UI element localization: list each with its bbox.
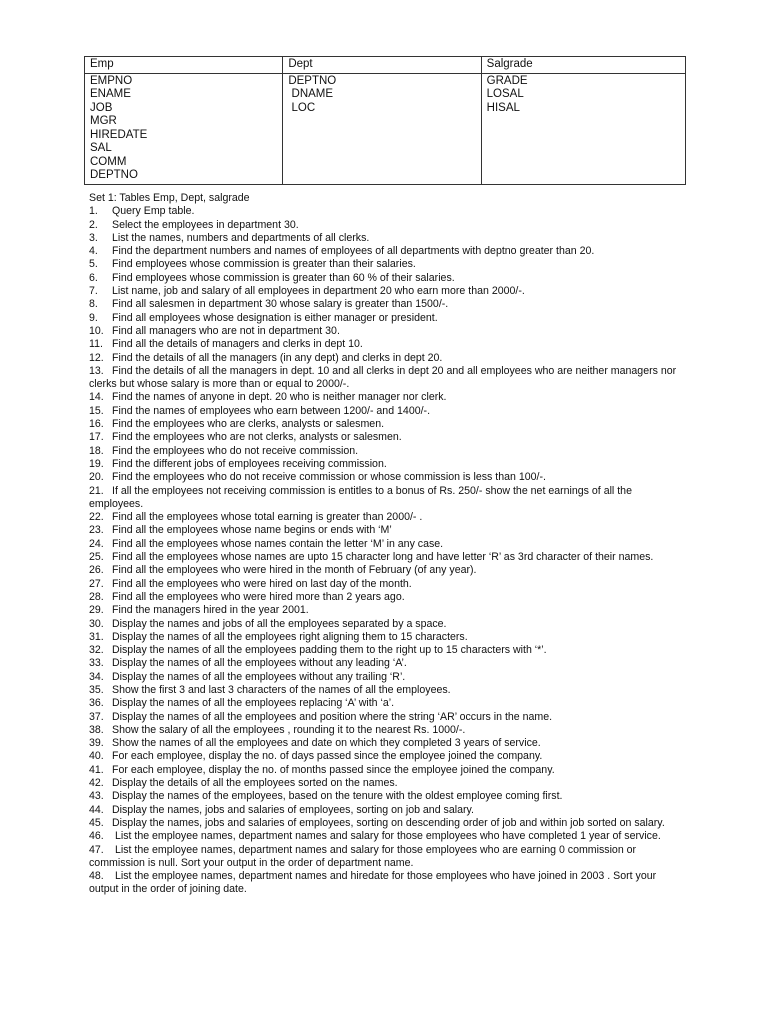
question-number: 41. bbox=[89, 763, 104, 776]
question-text: Display the names of all the employees without any leading ‘A’. bbox=[112, 657, 407, 670]
column-name: HISAL bbox=[486, 101, 520, 114]
question-text: Find the employees who are not clerks, analysts or salesmen. bbox=[112, 431, 402, 444]
question-text: Find all the employees whose names contain the letter ‘M’ in any case. bbox=[112, 537, 444, 550]
column-name: LOSAL bbox=[486, 88, 524, 100]
question-item bbox=[89, 511, 679, 524]
question-item bbox=[89, 458, 679, 471]
question-text: Display the names of all the employees right aligning them to 15 characters. bbox=[112, 630, 468, 643]
question-item bbox=[89, 471, 679, 484]
question-item bbox=[89, 338, 679, 351]
question-text: Find the employees who do not receive commission. bbox=[112, 444, 359, 457]
column-name: JOB bbox=[90, 101, 113, 114]
question-text: Find all the employees who were hired in the month of February (of any year). bbox=[112, 564, 477, 577]
question-item bbox=[89, 870, 679, 897]
question-item bbox=[89, 618, 679, 631]
question-number: 29. bbox=[89, 604, 104, 617]
schema-header-emp: Emp bbox=[85, 57, 283, 74]
question-text: If all the employees not receiving commission is entitles to a bonus of Rs. 250/- show the net earnings of all the employees. bbox=[89, 484, 632, 510]
column-name: MGR bbox=[90, 115, 117, 127]
question-text: Find all the employees whose total earning is greater than 2000/- . bbox=[112, 511, 423, 524]
question-item bbox=[89, 285, 679, 298]
question-item bbox=[89, 391, 679, 404]
question-text: List the employee names, department names and salary for those employees who are earning 0 commission or commission is null. Sort your output in the order of department name. bbox=[89, 843, 637, 869]
emp-columns-cell bbox=[85, 73, 283, 184]
question-number: 33. bbox=[89, 657, 104, 670]
schema-columns-row bbox=[85, 73, 686, 184]
column-name: COMM bbox=[90, 155, 127, 168]
question-text: Find all the employees whose name begins or ends with ‘M’ bbox=[112, 524, 392, 537]
question-number: 38. bbox=[89, 723, 104, 736]
question-number: 37. bbox=[89, 710, 104, 723]
question-item bbox=[89, 564, 679, 577]
column-name: GRADE bbox=[486, 74, 528, 87]
question-text: Find all salesmen in department 30 whose salary is greater than 1500/-. bbox=[112, 298, 449, 311]
question-text: Display the names and jobs of all the employees separated by a space. bbox=[112, 617, 447, 630]
question-item bbox=[89, 245, 679, 258]
column-name: DNAME bbox=[288, 88, 334, 100]
question-text: For each employee, display the no. of months passed since the employee joined the company. bbox=[112, 763, 555, 776]
question-text: Display the names of all the employees padding them to the right up to 15 characters with ‘*’. bbox=[112, 644, 547, 657]
question-text: Find all the employees whose names are upto 15 character long and have letter ‘R’ as 3rd character of their names. bbox=[112, 551, 654, 564]
question-item bbox=[89, 352, 679, 365]
question-item bbox=[89, 272, 679, 285]
question-item bbox=[89, 485, 679, 512]
dept-columns-cell bbox=[283, 73, 481, 184]
question-item bbox=[89, 671, 679, 684]
question-text: Display the names, jobs and salaries of employees, sorting on job and salary. bbox=[112, 803, 474, 816]
question-item bbox=[89, 657, 679, 670]
question-number: 10. bbox=[89, 324, 104, 337]
question-text: Display the names of the employees, based on the tenure with the oldest employee coming first. bbox=[112, 790, 563, 803]
question-number: 5. bbox=[89, 258, 98, 271]
question-item bbox=[89, 817, 679, 830]
question-number: 23. bbox=[89, 524, 104, 537]
question-number: 20. bbox=[89, 471, 104, 484]
question-number: 46. bbox=[89, 830, 104, 843]
question-number: 15. bbox=[89, 404, 104, 417]
question-item bbox=[89, 431, 679, 444]
question-text: Find the details of all the managers (in any dept) and clerks in dept 20. bbox=[112, 351, 443, 364]
question-number: 34. bbox=[89, 670, 104, 683]
question-number: 14. bbox=[89, 391, 104, 404]
question-number: 21. bbox=[89, 484, 104, 497]
question-number: 32. bbox=[89, 644, 104, 657]
question-number: 44. bbox=[89, 803, 104, 816]
question-number: 40. bbox=[89, 750, 104, 763]
question-item bbox=[89, 724, 679, 737]
question-number: 39. bbox=[89, 737, 104, 750]
question-number: 30. bbox=[89, 617, 104, 630]
question-number: 19. bbox=[89, 457, 104, 470]
column-name: DEPTNO bbox=[90, 169, 138, 181]
column-name: LOC bbox=[288, 101, 316, 114]
question-text: Query Emp table. bbox=[112, 205, 195, 218]
question-text: Find the employees who are clerks, analysts or salesmen. bbox=[112, 418, 385, 431]
question-text: Find the department numbers and names of employees of all departments with deptno greater than 20. bbox=[112, 245, 595, 258]
question-item bbox=[89, 604, 679, 617]
question-item bbox=[89, 631, 679, 644]
question-item bbox=[89, 405, 679, 418]
question-item bbox=[89, 298, 679, 311]
question-text: Find employees whose commission is greater than their salaries. bbox=[112, 258, 416, 271]
question-number: 13. bbox=[89, 364, 104, 377]
question-item bbox=[89, 737, 679, 750]
question-number: 48. bbox=[89, 870, 104, 883]
question-item bbox=[89, 219, 679, 232]
question-number: 17. bbox=[89, 431, 104, 444]
question-number: 8. bbox=[89, 298, 98, 311]
question-item bbox=[89, 830, 679, 843]
question-text: Display the names of all the employees without any trailing ‘R’. bbox=[112, 670, 406, 683]
question-text: Find the managers hired in the year 2001. bbox=[112, 604, 309, 617]
question-text: Find all the details of managers and clerks in dept 10. bbox=[112, 338, 363, 351]
question-item bbox=[89, 764, 679, 777]
question-text: Find all the employees who were hired on last day of the month. bbox=[112, 577, 412, 590]
question-number: 47. bbox=[89, 843, 104, 856]
question-text: Find all managers who are not in department 30. bbox=[112, 324, 340, 337]
question-number: 31. bbox=[89, 630, 104, 643]
question-item bbox=[89, 644, 679, 657]
question-number: 11. bbox=[89, 338, 103, 351]
column-name: EMPNO bbox=[90, 74, 133, 87]
question-text: Display the names of all the employees and position where the string ‘AR’ occurs in the name. bbox=[112, 710, 553, 723]
question-item bbox=[89, 844, 679, 871]
question-text: Find all the employees who were hired more than 2 years ago. bbox=[112, 590, 405, 603]
question-item bbox=[89, 750, 679, 763]
question-text: Display the names, jobs and salaries of employees, sorting on descending order of job and within job sorted on salary. bbox=[112, 816, 665, 829]
question-item bbox=[89, 804, 679, 817]
question-text: List the employee names, department names and salary for those employees who have completed 1 year of service. bbox=[112, 830, 661, 843]
question-item bbox=[89, 418, 679, 431]
question-text: Show the salary of all the employees , rounding it to the nearest Rs. 1000/-. bbox=[112, 723, 466, 736]
question-item bbox=[89, 538, 679, 551]
question-number: 45. bbox=[89, 816, 104, 829]
question-number: 25. bbox=[89, 551, 104, 564]
question-number: 26. bbox=[89, 564, 104, 577]
question-text: Select the employees in department 30. bbox=[112, 218, 299, 231]
question-text: List name, job and salary of all employees in department 20 who earn more than 2000/-. bbox=[112, 285, 525, 298]
question-text: Show the names of all the employees and date on which they completed 3 years of service. bbox=[112, 737, 541, 750]
question-number: 42. bbox=[89, 777, 104, 790]
question-number: 2. bbox=[89, 218, 98, 231]
schema-header-row bbox=[85, 57, 686, 74]
column-name: ENAME bbox=[90, 88, 131, 100]
question-item bbox=[89, 697, 679, 710]
question-number: 1. bbox=[89, 205, 98, 218]
question-item bbox=[89, 312, 679, 325]
schema-table bbox=[84, 56, 686, 185]
question-text: List the employee names, department names and hiredate for those employees who have joined in 2003 . Sort your output in the order of joining date. bbox=[89, 870, 657, 896]
question-text: Find the employees who do not receive commission or whose commission is less than 100/-. bbox=[112, 471, 546, 484]
question-text: List the names, numbers and departments of all clerks. bbox=[112, 231, 370, 244]
question-text: Find the details of all the managers in dept. 10 and all clerks in dept 20 and all employees who are neither managers nor clerks but whose salary is more than or equal to 2000/-. bbox=[89, 364, 677, 391]
question-number: 12. bbox=[89, 351, 104, 364]
question-item bbox=[89, 445, 679, 458]
question-text: Display the names of all the employees replacing ‘A’ with ‘a’. bbox=[112, 697, 395, 710]
schema-header-dept: Dept bbox=[283, 57, 481, 74]
question-text: Find the names of anyone in dept. 20 who is neither manager nor clerk. bbox=[112, 391, 447, 404]
question-item bbox=[89, 777, 679, 790]
question-items bbox=[89, 205, 679, 896]
question-number: 4. bbox=[89, 245, 98, 258]
question-item bbox=[89, 578, 679, 591]
question-item bbox=[89, 551, 679, 564]
question-item bbox=[89, 711, 679, 724]
question-item bbox=[89, 591, 679, 604]
question-item bbox=[89, 365, 679, 392]
question-number: 22. bbox=[89, 511, 104, 524]
question-text: Find all employees whose designation is either manager or president. bbox=[112, 311, 438, 324]
question-number: 27. bbox=[89, 577, 104, 590]
question-text: Show the first 3 and last 3 characters of the names of all the employees. bbox=[112, 683, 451, 696]
question-number: 6. bbox=[89, 271, 98, 284]
column-name: DEPTNO bbox=[288, 74, 337, 87]
column-name: SAL bbox=[90, 142, 112, 154]
question-number: 36. bbox=[89, 697, 104, 710]
column-name: HIREDATE bbox=[90, 128, 148, 141]
question-item bbox=[89, 790, 679, 803]
question-text: Find the names of employees who earn between 1200/- and 1400/-. bbox=[112, 404, 431, 417]
question-item bbox=[89, 684, 679, 697]
question-list bbox=[89, 192, 679, 897]
question-number: 43. bbox=[89, 790, 104, 803]
question-number: 18. bbox=[89, 444, 104, 457]
question-item bbox=[89, 258, 679, 271]
set-title: Set 1: Tables Emp, Dept, salgrade bbox=[89, 192, 250, 204]
question-number: 9. bbox=[89, 311, 98, 324]
question-number: 16. bbox=[89, 418, 104, 431]
question-item bbox=[89, 325, 679, 338]
question-item bbox=[89, 205, 679, 218]
question-text: For each employee, display the no. of days passed since the employee joined the company. bbox=[112, 750, 543, 763]
question-text: Find employees whose commission is greater than 60 % of their salaries. bbox=[112, 271, 455, 284]
question-number: 3. bbox=[89, 231, 98, 244]
question-number: 7. bbox=[89, 285, 98, 298]
question-number: 24. bbox=[89, 537, 104, 550]
question-number: 35. bbox=[89, 683, 104, 696]
question-text: Find the different jobs of employees receiving commission. bbox=[112, 457, 387, 470]
question-item bbox=[89, 232, 679, 245]
question-number: 28. bbox=[89, 590, 104, 603]
schema-header-salgrade: Salgrade bbox=[481, 57, 685, 74]
question-text: Display the details of all the employees sorted on the names. bbox=[112, 777, 398, 790]
salgrade-columns-cell bbox=[481, 73, 685, 184]
question-item bbox=[89, 524, 679, 537]
